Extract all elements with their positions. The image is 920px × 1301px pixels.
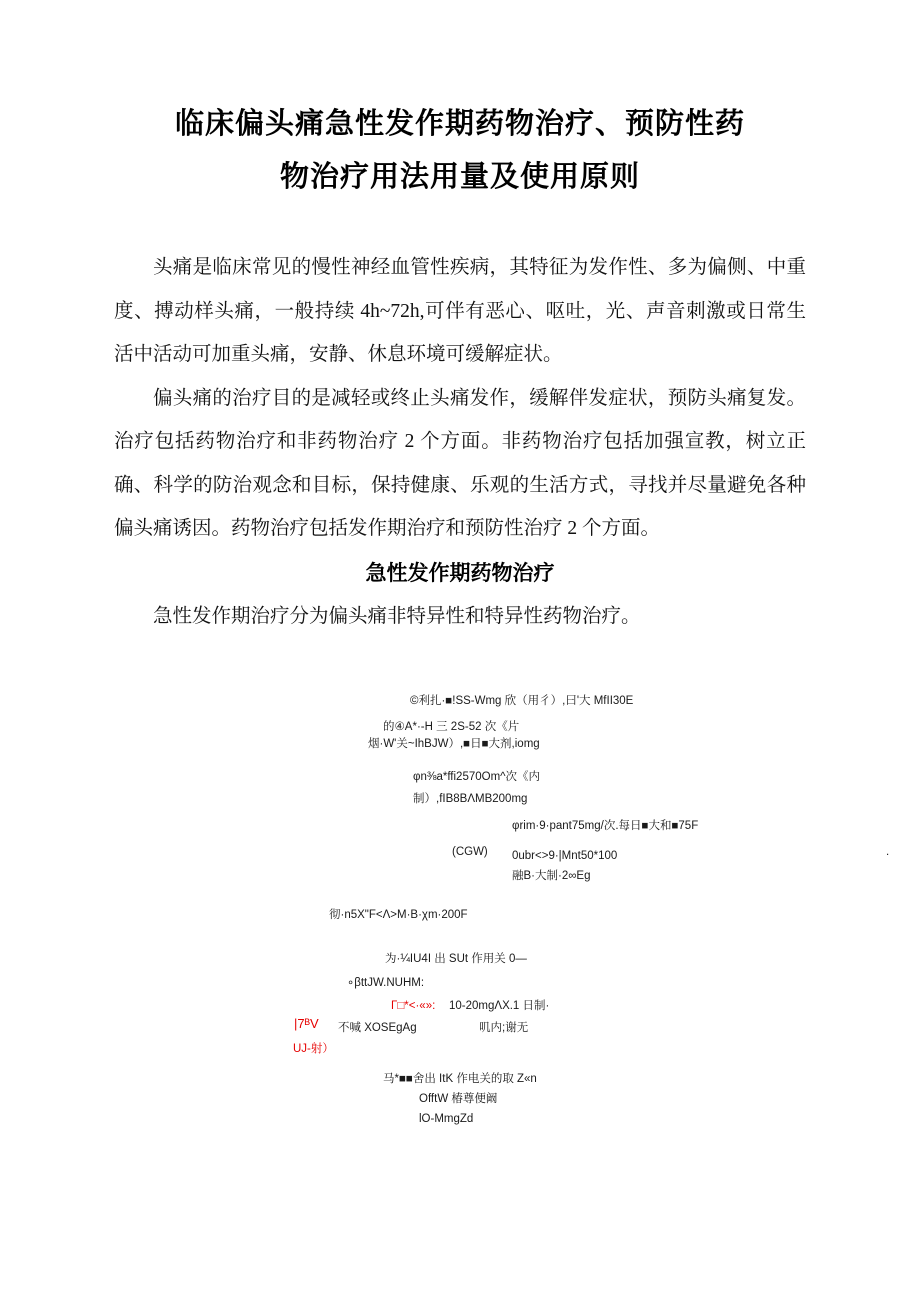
document-title-line-2: 物治疗用法用量及使用原则 bbox=[279, 161, 640, 193]
document-title-line-1: 临床偏头痛急性发作期药物治疗、预防性药 bbox=[174, 108, 745, 140]
paragraph-intro: 头痛是临床常见的慢性神经血管性疾病，其特征为发作性、多为偏侧、中重度、搏动样头痛，一般持续 4h~72h,可伴有恶心、呕吐，光、声音刺激或日常生活中活动可加重头痛，安静、休息环境可缓解症状。 bbox=[114, 257, 806, 365]
text-fragment: 为·¼IU4I 出 SUt 作用关 0— bbox=[385, 953, 527, 965]
text-fragment: OfftW 椿尊便阚 bbox=[419, 1093, 498, 1105]
text-fragment: ©利扎·■!SS-Wmg 欣（用彳）,曰'大 MfII30E bbox=[410, 695, 634, 707]
text-fragment-red: Γ□*<·«»: bbox=[391, 1000, 436, 1012]
text-fragment: 不喊 XOSEgAg bbox=[338, 1022, 417, 1034]
text-fragment: 彻·n5X"F<Λ>M·B·χm·200F bbox=[329, 909, 468, 921]
text-fragment: . bbox=[886, 846, 890, 858]
text-fragment: 烟·W'关~IhBJW）,■日■大剂,iomg bbox=[368, 738, 540, 750]
text-fragment: 10-20mgΛX.1 日制· bbox=[449, 1000, 550, 1012]
text-fragment-red: |7ᴮV bbox=[294, 1016, 319, 1031]
text-fragment: 融B·大制·2∞Eg bbox=[512, 870, 591, 882]
text-fragment: lO-MmgZd bbox=[419, 1113, 474, 1125]
paragraph-acute-phase: 急性发作期治疗分为偏头痛非特异性和特异性药物治疗。 bbox=[153, 605, 641, 627]
text-fragment: (CGW) bbox=[452, 846, 488, 858]
section-heading-acute-phase: 急性发作期药物治疗 bbox=[365, 561, 555, 585]
text-fragment: 叽内;谢无 bbox=[479, 1022, 529, 1034]
text-fragment: 制）,fIB8BΛMB200mg bbox=[413, 793, 528, 805]
text-fragment: φrim·9·pant75mg/次.每日■大和■75F bbox=[512, 820, 699, 832]
paragraph-treatment-goal: 偏头痛的治疗目的是减轻或终止头痛发作，缓解伴发症状，预防头痛复发。治疗包括药物治疗和非药物治疗 2 个方面。非药物治疗包括加强宣教，树立正确、科学的防治观念和目标，保持健康、乐观的生活方式，寻找并尽量避免各种偏头痛诱因。药物治疗包括发作期治疗和预防性治疗 2 个方面。 bbox=[114, 387, 806, 539]
text-fragment: 的④A*·-H 三 2S-52 次《片 bbox=[383, 721, 520, 733]
text-fragment: 马*■■舍出 ItK 作电关的取 Z«n bbox=[383, 1073, 537, 1085]
text-fragment: 0ubr<>9·|Mnt50*100 bbox=[512, 850, 618, 862]
text-fragment: ∘βttJW.NUHM: bbox=[347, 977, 425, 989]
text-fragment-red: UJ-射） bbox=[293, 1043, 334, 1055]
text-fragment: φn⅜a*ffi2570Om^次《内 bbox=[413, 771, 541, 783]
